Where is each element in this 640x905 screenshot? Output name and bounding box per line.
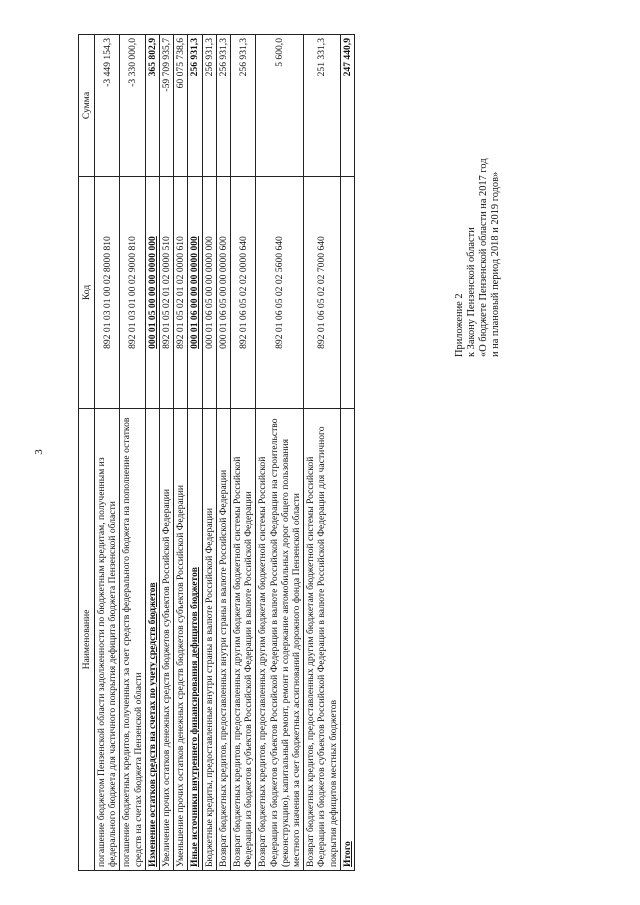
table-row bbox=[174, 35, 188, 871]
table-row bbox=[231, 35, 256, 871]
cell-code: 892 01 05 02 01 02 0000 610 bbox=[174, 177, 188, 409]
table-row bbox=[304, 35, 341, 871]
cell-name: Возврат бюджетных кредитов, предоставленных другим бюджетам бюджетной системы Российской Федерации из бюджетов субъектов Российской Федерации в валюте Российской Федерации для частичного покрытия дефицитов местных бюджетов bbox=[304, 409, 341, 871]
cell-name: Изменение остатков средств на счетах по учету средств бюджетов bbox=[145, 409, 159, 871]
cell-name: Возврат бюджетных кредитов, предоставленных другим бюджетам бюджетной системы Российской Федерации из бюджетов субъектов Российской Федерации в валюте Российской Федерации bbox=[231, 409, 256, 871]
page-number: 3 bbox=[32, 449, 45, 455]
cell-name: Возврат бюджетных кредитов, предоставленных внутри страны в валюте Российской Федерации bbox=[216, 409, 230, 871]
table-row bbox=[216, 35, 230, 871]
cell-name: Бюджетные кредиты, предоставленные внутри страны в валюте Российской Федерации bbox=[202, 409, 216, 871]
table-header-row bbox=[79, 35, 95, 871]
cell-code: 000 01 06 05 00 00 0000 600 bbox=[216, 177, 230, 409]
cell-sum: -59 709 935,7 bbox=[160, 35, 174, 177]
cell-name: Увеличение прочих остатков денежных средств бюджетов субъектов Российской Федерации bbox=[160, 409, 174, 871]
cell-code: 000 01 05 00 00 00 0000 000 bbox=[145, 177, 159, 409]
table-row bbox=[256, 35, 304, 871]
cell-sum: 60 075 738,6 bbox=[174, 35, 188, 177]
cell-code: 892 01 06 05 02 02 7000 640 bbox=[304, 177, 341, 409]
appendix-line: и на плановый период 2018 и 2019 годов» bbox=[490, 171, 501, 357]
cell-sum: 256 931,3 bbox=[216, 35, 230, 177]
cell-sum: 5 600,0 bbox=[256, 35, 304, 177]
cell-code: 000 01 06 05 00 00 0000 000 bbox=[202, 177, 216, 409]
appendix-note bbox=[454, 158, 502, 357]
table-row bbox=[202, 35, 216, 871]
table-row bbox=[340, 35, 354, 871]
cell-name: Иные источники внутреннего финансирования дефицитов бюджетов bbox=[188, 409, 202, 871]
cell-name: погашение бюджетом Пензенской области задолженности по бюджетным кредитам, полученным из федерального бюджета для частичного покрытия дефицита бюджета Пензенской области bbox=[95, 409, 120, 871]
cell-name: Уменьшение прочих остатков денежных средств бюджетов субъектов Российской Федерации bbox=[174, 409, 188, 871]
budget-table-container bbox=[78, 35, 355, 871]
table-row bbox=[95, 35, 120, 871]
table-row bbox=[145, 35, 159, 871]
cell-code: 892 01 03 01 00 02 8000 810 bbox=[95, 177, 120, 409]
cell-sum: 365 802,9 bbox=[145, 35, 159, 177]
header-sum: Сумма bbox=[79, 35, 95, 177]
budget-sources-table bbox=[78, 34, 355, 871]
cell-sum: 251 331,3 bbox=[304, 35, 341, 177]
cell-name: Итого bbox=[340, 409, 354, 871]
cell-sum: -3 330 000,0 bbox=[120, 35, 145, 177]
cell-code bbox=[340, 177, 354, 409]
cell-sum: 247 440,9 bbox=[340, 35, 354, 177]
cell-code: 892 01 06 05 02 02 0000 640 bbox=[231, 177, 256, 409]
header-code: Код bbox=[79, 177, 95, 409]
header-name: Наименование bbox=[79, 409, 95, 871]
table-row bbox=[160, 35, 174, 871]
cell-name: погашение бюджетных кредитов, полученных за счет средств федерального бюджета на пополнение остатков средств на счетах бюджета Пензенской области bbox=[120, 409, 145, 871]
table-row bbox=[120, 35, 145, 871]
appendix-line: Приложение 2 bbox=[454, 293, 465, 357]
cell-code: 892 01 06 05 02 02 5600 640 bbox=[256, 177, 304, 409]
cell-sum: -3 449 154,3 bbox=[95, 35, 120, 177]
table-row bbox=[188, 35, 202, 871]
cell-sum: 256 931,3 bbox=[188, 35, 202, 177]
cell-code: 000 01 06 00 00 00 0000 000 bbox=[188, 177, 202, 409]
cell-sum: 256 931,3 bbox=[202, 35, 216, 177]
cell-sum: 256 931,3 bbox=[231, 35, 256, 177]
cell-code: 892 01 03 01 00 02 9000 810 bbox=[120, 177, 145, 409]
cell-code: 892 01 05 02 01 02 0000 510 bbox=[160, 177, 174, 409]
appendix-line: к Закону Пензенской области bbox=[466, 227, 477, 357]
appendix-line: «О бюджете Пензенской области на 2017 год bbox=[478, 158, 489, 357]
cell-name: Возврат бюджетных кредитов, предоставленных другим бюджетам бюджетной системы Российской Федерации из бюджетов субъектов Российской Федерации в валюте Российской Федерации на строительство (реконструкцию), капитальный ремонт, ремонт и содержание автомобильных дорог общего пользования местного значения за счет бюджетных ассигнований дорожного фонда Пензенской области bbox=[256, 409, 304, 871]
